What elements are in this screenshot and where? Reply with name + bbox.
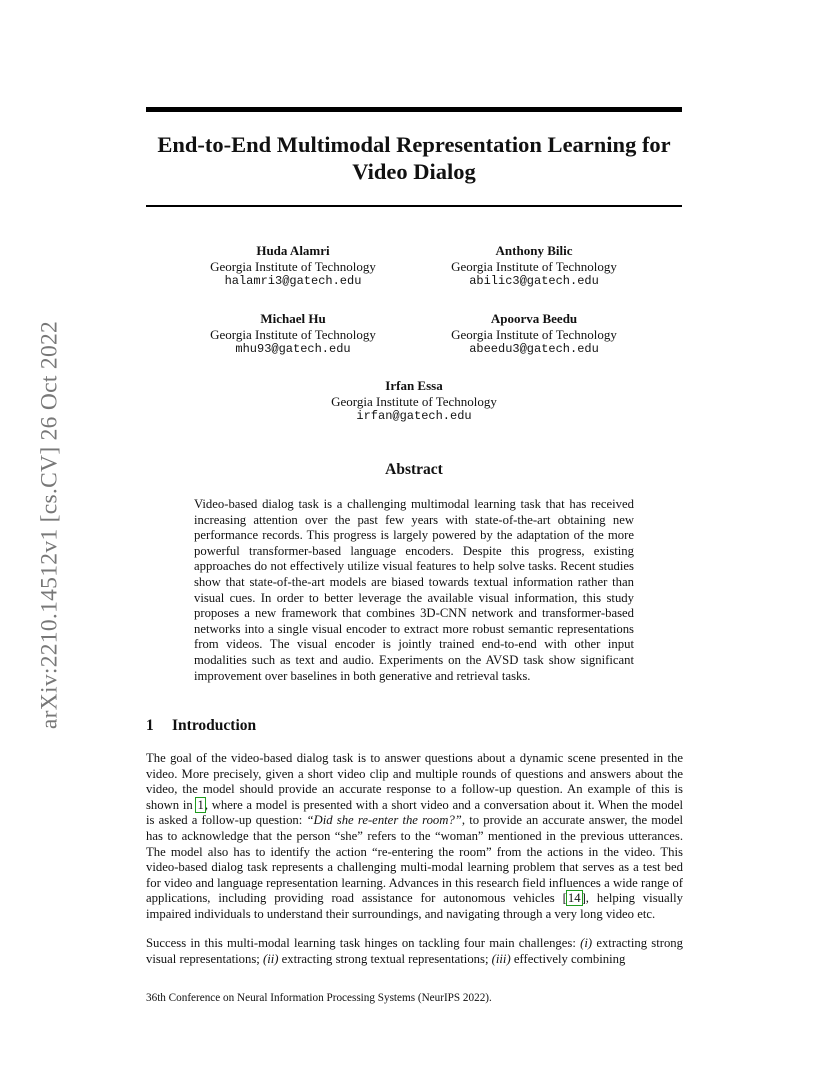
author-block [294, 378, 534, 425]
author-name: Huda Alamri [256, 243, 330, 258]
intro-paragraph-1 [146, 751, 683, 923]
author-block [414, 311, 654, 358]
paragraph-text: The goal of the video-based dialog task is to answer questions about a dynamic scene presented in the video. More precisely, given a short video clip and multiple rounds of questions and answers about the video, the model should provide an accurate response to a follow-up question. An example of this is shown in [146, 751, 683, 812]
intro-paragraph-2 [146, 936, 683, 967]
title-line-2: Video Dialog [352, 159, 476, 184]
author-block [414, 243, 654, 290]
author-name: Apoorva Beedu [490, 311, 578, 326]
author-affiliation: Georgia Institute of Technology [210, 326, 376, 342]
section-number: 1 [146, 717, 154, 734]
arxiv-stamp: arXiv:2210.14512v1 [cs.CV] 26 Oct 2022 [36, 320, 63, 730]
author-email[interactable]: mhu93@gatech.edu [235, 342, 351, 356]
paragraph-text: , helping visually impaired individuals to understand their surroundings, and navigating through a very long video etc. [146, 891, 684, 921]
author-affiliation: Georgia Institute of Technology [451, 258, 617, 274]
author-email[interactable]: abilic3@gatech.edu [469, 274, 599, 288]
citation-bracket: [ [562, 891, 567, 906]
author-email[interactable]: halamri3@gatech.edu [224, 274, 362, 288]
paragraph-text: , to provide an accurate answer, the model has to acknowledge that the person “she” refers to the “woman” mentioned in the previous utterances. The model also has to identify the action “re-entering the room” from the actions in the video. This video-based dialog task represents a challenging multi-modal learning problem that serves as a test bed for video and language representation learning. Advances in this research field influences a wide range of applications, including providing road assistance for autonomous vehicles [146, 813, 683, 906]
paragraph-text: Success in this multi-modal learning task hinges on tackling four main challenges: [146, 936, 581, 950]
enum-marker: (iii) [491, 951, 511, 966]
title-top-rule [146, 107, 682, 112]
quoted-question: “Did she re-enter the room?” [306, 813, 462, 828]
author-block [173, 243, 413, 290]
figure-reference-link[interactable]: 1 [197, 797, 204, 812]
paper-title [146, 131, 682, 185]
section-heading [146, 717, 256, 735]
title-bottom-rule [146, 205, 682, 207]
paragraph-text: extracting strong visual representations; [146, 936, 683, 966]
author-affiliation: Georgia Institute of Technology [331, 393, 497, 409]
paragraph-text: effectively combining [510, 951, 626, 966]
citation-bracket: ] [581, 891, 586, 906]
author-name: Michael Hu [260, 311, 326, 326]
author-affiliation: Georgia Institute of Technology [451, 326, 617, 342]
author-name: Irfan Essa [385, 378, 443, 393]
paragraph-text: extracting strong textual representations; [278, 951, 492, 966]
author-block [173, 311, 413, 358]
abstract-text: Video-based dialog task is a challenging multimodal learning task that has received increasing attention over the past few years with state-of-the-art obtaining new performance records. This progress is largely powered by the adaptation of the more powerful transformer-based language encoders. Despite this progress, existing approaches do not effectively utilize visual features to help solve tasks. Recent studies show that state-of-the-art models are biased towards textual information rather than visual cues. In order to better leverage the available visual information, this study proposes a new framework that combines 3D-CNN network and transformer-based networks into a single visual encoder to extract more robust semantic representations from videos. The visual encoder is jointly trained end-to-end with other input modalities such as text and audio. Experiments on the AVSD task show significant improvement over baselines in both generative and retrieval tasks. [194, 497, 634, 683]
section-title: Introduction [172, 717, 257, 734]
author-affiliation: Georgia Institute of Technology [210, 258, 376, 274]
title-line-1: End-to-End Multimodal Representation Learning for [157, 132, 671, 157]
conference-footer: 36th Conference on Neural Information Processing Systems (NeurIPS 2022). [146, 992, 492, 1004]
author-email[interactable]: abeedu3@gatech.edu [469, 342, 599, 356]
author-email[interactable]: irfan@gatech.edu [356, 409, 472, 423]
abstract-heading: Abstract [385, 461, 443, 478]
enum-marker: (i) [580, 936, 593, 950]
paragraph-text: , where a model is presented with a short video and a conversation about it. When the model is asked a follow-up question: [146, 797, 684, 828]
citation-link[interactable]: 14 [567, 891, 581, 906]
author-name: Anthony Bilic [495, 243, 573, 258]
enum-marker: (ii) [262, 951, 279, 966]
